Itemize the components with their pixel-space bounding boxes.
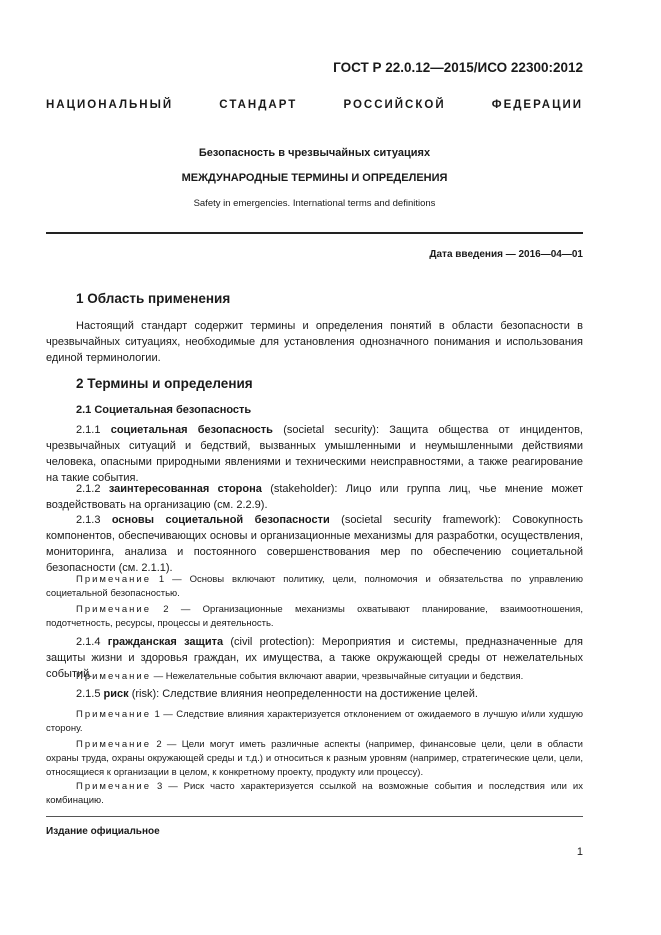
page-number: 1 (576, 846, 583, 858)
section-1-text: Настоящий стандарт содержит термины и определения понятий в области безопасности в чрезвычайных ситуациях, необходимые для установления однозначного понимания и использования единой терминологии. (46, 320, 583, 364)
section-1-heading: 1 Область применения (76, 291, 231, 306)
note-2-1-3-2: Примечание 2 — Организационные механизмы охватывают планирование, взаимоотношения, подотчетность, ресурсы, процессы и деятельность. (46, 604, 583, 629)
note-2-1-5-2: Примечание 2 — Цели могут иметь различные аспекты (например, финансовые цели, цели в области охраны труда, охраны окружающей среды и т.д.) и относиться к разным уровням (например, стратегические цели, цели, относящиеся к организации в целом, к конкретному проекту, продукту или процессу). (46, 739, 583, 778)
official-edition-label: Издание официальное (46, 826, 160, 837)
footer-divider (46, 816, 583, 817)
national-standard-banner: НАЦИОНАЛЬНЫЙ СТАНДАРТ РОССИЙСКОЙ ФЕДЕРАЦИИ (46, 99, 583, 111)
document-number: ГОСТ Р 22.0.12—2015/ИСО 22300:2012 (333, 60, 583, 75)
term-2-1-1: 2.1.1 социетальная безопасность (societal security): Защита общества от инцидентов, чрезвычайных ситуаций и бедствий, вызванных умышленными и неумышленными действиями человека, опасными природными явлениями и техническими неисправностями, а также реагирование на такие события. (46, 424, 583, 484)
note-2-1-5-1: Примечание 1 — Следствие влияния характеризуется отклонением от ожидаемого в лучшую и/или худшую сторону. (46, 709, 583, 734)
term-2-1-3: 2.1.3 основы социетальной безопасности (societal security framework): Совокупность компонентов, обеспечивающих основы и организационные механизмы для разработки, осуществления, мониторинга, анализа и постоянного совершенствования мер по обеспечению социетальной безопасности (см. 2.1.1). (46, 514, 583, 574)
english-title: Safety in emergencies. International terms and definitions (193, 198, 436, 209)
note-2-1-5-3: Примечание 3 — Риск часто характеризуется ссылкой на возможные события и последствия или их комбинацию. (46, 781, 583, 806)
section-2-heading: 2 Термины и определения (76, 376, 253, 391)
subsection-2-1-heading: 2.1 Социетальная безопасность (76, 404, 252, 416)
introduction-date: Дата введения — 2016—04—01 (429, 249, 583, 260)
title-divider (46, 232, 583, 234)
term-2-1-4: 2.1.4 гражданская защита (civil protection): Мероприятия и системы, предназначенные для защиты жизни и здоровья граждан, их имущества, а также окружающей среды от нежелательных событий. (46, 636, 583, 680)
term-2-1-2: 2.1.2 заинтересованная сторона (stakeholder): Лицо или группа лиц, чье мнение может воздействовать на организацию (см. 2.2.9). (46, 483, 583, 511)
term-2-1-5: 2.1.5 риск (risk): Следствие влияния неопределенности на достижение целей. (76, 688, 478, 700)
topic-title: Безопасность в чрезвычайных ситуациях (198, 147, 431, 159)
note-2-1-4: Примечание — Нежелательные события включают аварии, чрезвычайные ситуации и бедствия. (76, 671, 524, 682)
note-2-1-3-1: Примечание 1 — Основы включают политику, цели, полномочия и обязательства по управлению социетальной безопасностью. (46, 574, 583, 599)
standard-title: МЕЖДУНАРОДНЫЕ ТЕРМИНЫ И ОПРЕДЕЛЕНИЯ (181, 172, 448, 184)
